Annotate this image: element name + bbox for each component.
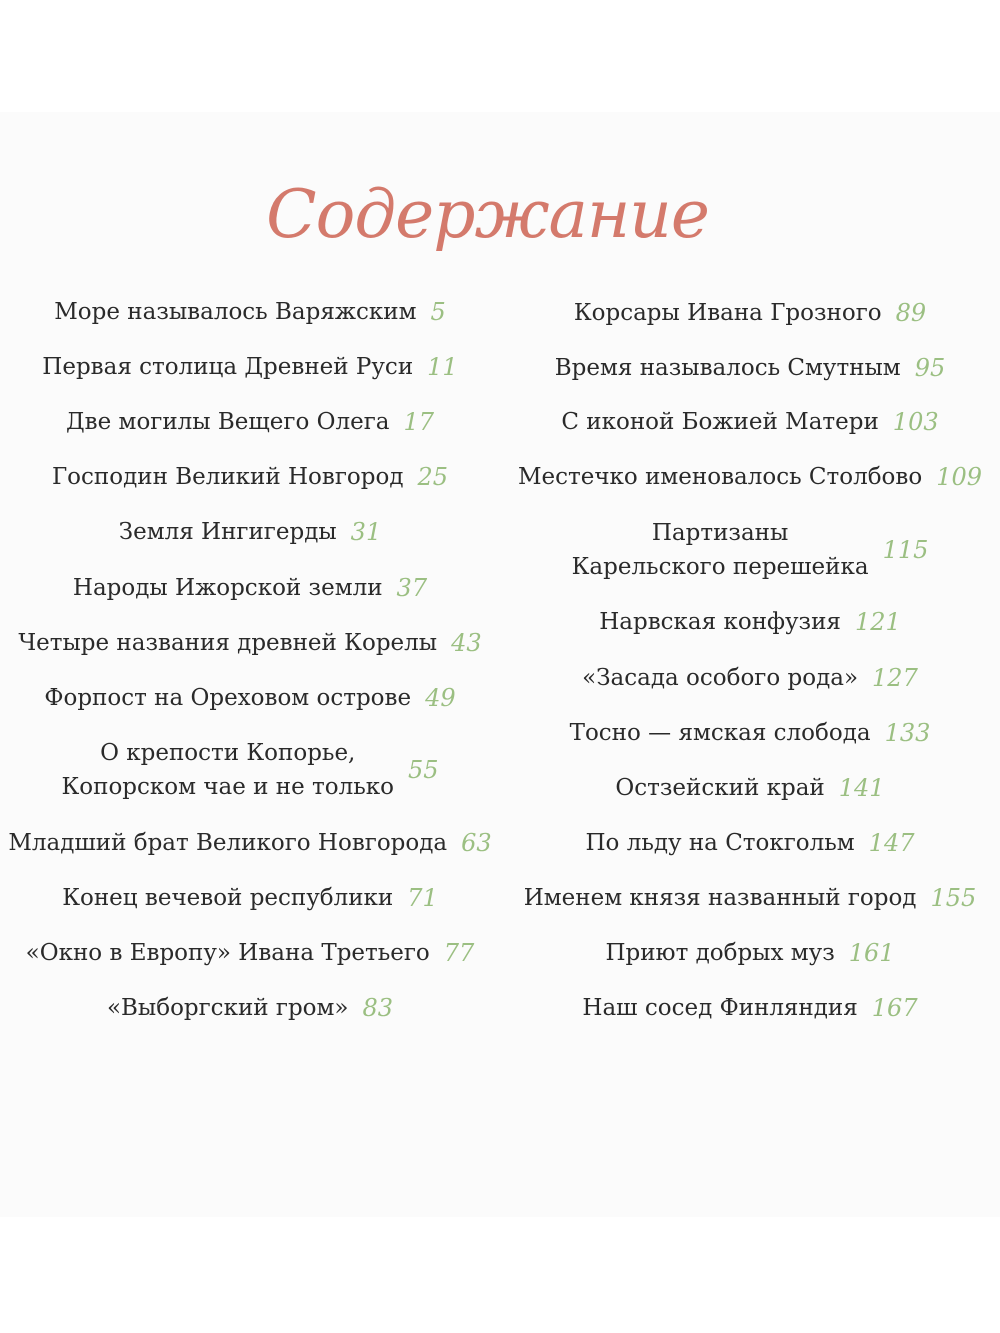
toc-entry-title: Партизаны Карельского перешейка	[571, 520, 869, 580]
toc-entry-page-number: 121	[854, 608, 901, 636]
toc-entry-title: Именем князя названный город	[523, 885, 917, 911]
toc-entry	[0, 460, 500, 494]
toc-entry-title: Местечко именовалось Столбово	[517, 464, 923, 490]
toc-entry-title: С иконой Божией Матери	[561, 409, 879, 435]
toc-entry-page-number: 63	[461, 829, 492, 857]
toc-entry-page-number: 43	[451, 629, 482, 657]
toc-entry	[500, 771, 1000, 805]
toc-entry	[500, 460, 1000, 494]
toc-entry	[0, 736, 500, 804]
toc-entry	[500, 516, 1000, 584]
toc-entry-page-number: 109	[936, 463, 983, 491]
toc-entry	[500, 826, 1000, 860]
toc-entry	[500, 661, 1000, 695]
toc-entry-title: О крепости Копорье, Копорском чае и не только	[61, 740, 394, 800]
toc-entry-page-number: 161	[848, 939, 895, 967]
toc-entry-title: Наш сосед Финляндия	[582, 995, 858, 1021]
toc-entry-page-number: 77	[443, 939, 475, 967]
page-title: Содержание	[266, 176, 709, 253]
toc-entry	[500, 991, 1000, 1025]
toc-entry	[0, 991, 500, 1025]
toc-entry-page-number: 141	[838, 774, 885, 802]
toc-entry-title: Море называлось Варяжским	[54, 299, 417, 325]
toc-entry	[500, 936, 1000, 970]
toc-entry-page-number: 31	[350, 518, 382, 546]
toc-entry-page-number: 5	[430, 298, 446, 326]
toc-entry	[500, 605, 1000, 639]
toc-entry	[0, 295, 500, 329]
toc-entry-page-number: 115	[882, 536, 929, 564]
toc-entry-title: Четыре названия древней Корелы	[18, 630, 438, 656]
toc-entry-title: Господин Великий Новгород	[51, 464, 404, 490]
toc-entry-title: Младший брат Великого Новгорода	[8, 830, 448, 856]
toc-entry-page-number: 49	[425, 684, 456, 712]
toc-entry	[0, 826, 500, 860]
toc-entry	[500, 351, 1000, 385]
toc-entry	[0, 571, 500, 605]
toc-entry-page-number: 11	[427, 353, 458, 381]
toc-entry-title: Корсары Ивана Грозного	[573, 300, 882, 326]
toc-entry-page-number: 17	[403, 408, 435, 436]
toc-entry	[500, 405, 1000, 439]
toc-entry	[0, 681, 500, 715]
toc-entry-title: Остзейский край	[615, 775, 825, 801]
toc-entry-title: «Окно в Европу» Ивана Третьего	[25, 940, 430, 966]
toc-entry-page-number: 127	[872, 664, 918, 692]
toc-entry-title: Народы Ижорской земли	[72, 575, 383, 601]
toc-entry-title: «Выборгский гром»	[106, 995, 349, 1021]
toc-entry-page-number: 103	[892, 408, 939, 436]
toc-entry-title: Конец вечевой республики	[62, 885, 394, 911]
toc-entry	[0, 936, 500, 970]
toc-entry-page-number: 95	[914, 354, 946, 382]
toc-entry-page-number: 155	[930, 884, 977, 912]
toc-entry	[500, 296, 1000, 330]
toc-entry-title: Земля Ингигерды	[118, 519, 337, 545]
toc-entry	[0, 881, 500, 915]
toc-entry	[0, 626, 500, 660]
toc-entry-title: Первая столица Древней Руси	[42, 354, 414, 380]
toc-entry-page-number: 71	[407, 884, 438, 912]
toc-entry-title: Нарвская конфузия	[599, 609, 841, 635]
toc-entry-page-number: 55	[407, 756, 439, 784]
toc-entry-title: «Засада особого рода»	[582, 665, 859, 691]
toc-entry-page-number: 37	[396, 574, 428, 602]
toc-entry-title: По льду на Стокгольм	[585, 830, 855, 856]
toc-entry-title: Форпост на Ореховом острове	[44, 685, 412, 711]
toc-entry-title: Приют добрых муз	[605, 940, 835, 966]
toc-entry	[0, 350, 500, 384]
toc-entry	[0, 515, 500, 549]
toc-entry-page-number: 89	[895, 299, 927, 327]
toc-entry-title: Две могилы Вещего Олега	[65, 409, 390, 435]
toc-entry	[500, 716, 1000, 750]
toc-entry	[0, 405, 500, 439]
toc-entry-title: Тосно — ямская слобода	[569, 720, 871, 746]
toc-entry	[500, 881, 1000, 915]
toc-entry-title: Время называлось Смутным	[554, 355, 901, 381]
toc-entry-page-number: 167	[871, 994, 918, 1022]
toc-entry-page-number: 25	[417, 463, 449, 491]
toc-entry-page-number: 133	[884, 719, 931, 747]
toc-entry-page-number: 147	[868, 829, 915, 857]
toc-entry-page-number: 83	[362, 994, 394, 1022]
